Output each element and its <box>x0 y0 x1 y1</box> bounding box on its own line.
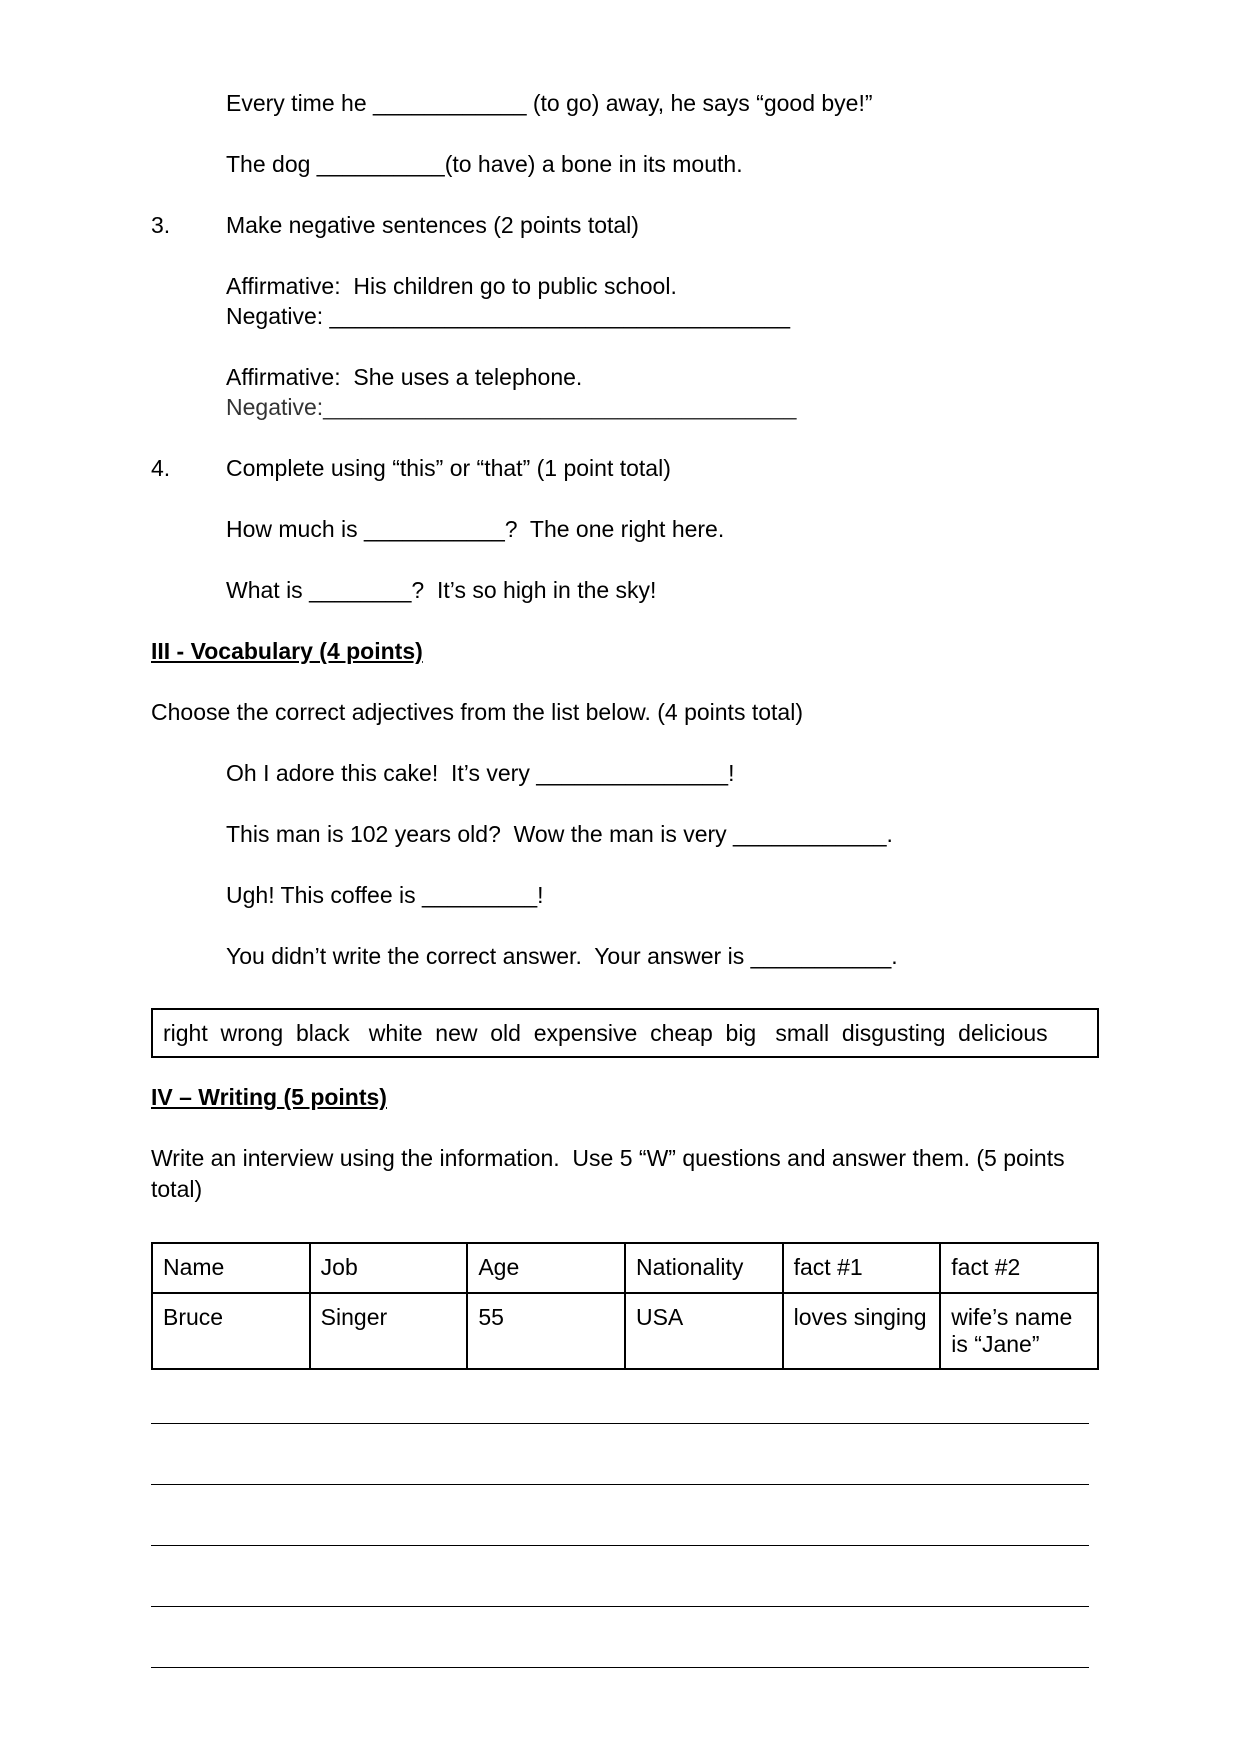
this-that-sentence-1: How much is ___________? The one right here. <box>226 516 725 542</box>
writing-instruction-line-1: Write an interview using the information. Use 5 “W” questions and answer them. (5 points <box>151 1145 1065 1171</box>
affirmative-2: Affirmative: She uses a telephone. <box>226 364 583 390</box>
question-3-title: Make negative sentences (2 points total) <box>226 212 639 238</box>
header-cell-job: Job <box>310 1243 468 1293</box>
cell-job: Singer <box>310 1293 468 1369</box>
vocabulary-instruction: Choose the correct adjectives from the list below. (4 points total) <box>151 699 803 725</box>
cell-age: 55 <box>467 1293 625 1369</box>
header-cell-nationality: Nationality <box>625 1243 783 1293</box>
this-that-sentence-2: What is ________? It’s so high in the sky! <box>226 577 657 603</box>
adjective-sentence-1: Oh I adore this cake! It’s very _______________! <box>226 760 735 786</box>
question-4-number: 4. <box>151 455 171 481</box>
writing-line-5[interactable] <box>151 1667 1089 1668</box>
word-list-box <box>151 1008 1099 1058</box>
writing-instruction-line-2: total) <box>151 1176 203 1202</box>
writing-line-4[interactable] <box>151 1606 1089 1607</box>
vocabulary-heading: III - Vocabulary (4 points) <box>151 638 423 664</box>
cell-fact-2: wife’s name is “Jane” <box>940 1293 1098 1369</box>
writing-line-1[interactable] <box>151 1423 1089 1424</box>
table-row <box>152 1293 1098 1369</box>
cell-nationality: USA <box>625 1293 783 1369</box>
negative-2: Negative:_____________________________________ <box>226 394 797 420</box>
cell-fact-1: loves singing <box>783 1293 941 1369</box>
negative-1: Negative: ____________________________________ <box>226 303 791 329</box>
word-list: right wrong black white new old expensive cheap big small disgusting delicious <box>163 1020 1048 1046</box>
writing-heading: IV – Writing (5 points) <box>151 1084 387 1110</box>
writing-line-2[interactable] <box>151 1484 1089 1485</box>
adjective-sentence-3: Ugh! This coffee is _________! <box>226 882 544 908</box>
interview-info-table <box>151 1242 1099 1370</box>
affirmative-1: Affirmative: His children go to public school. <box>226 273 677 299</box>
question-3-number: 3. <box>151 212 171 238</box>
header-cell-age: Age <box>467 1243 625 1293</box>
adjective-sentence-4: You didn’t write the correct answer. Your answer is ___________. <box>226 943 898 969</box>
sentence-to-go: Every time he ____________ (to go) away, he says “good bye!” <box>226 90 873 116</box>
question-4-title: Complete using “this” or “that” (1 point total) <box>226 455 671 481</box>
sentence-to-have: The dog __________(to have) a bone in its mouth. <box>226 151 743 177</box>
cell-name: Bruce <box>152 1293 310 1369</box>
header-cell-fact-2: fact #2 <box>940 1243 1098 1293</box>
writing-line-3[interactable] <box>151 1545 1089 1546</box>
header-cell-fact-1: fact #1 <box>783 1243 941 1293</box>
adjective-sentence-2: This man is 102 years old? Wow the man is very ____________. <box>226 821 893 847</box>
table-header-row <box>152 1243 1098 1293</box>
header-cell-name: Name <box>152 1243 310 1293</box>
